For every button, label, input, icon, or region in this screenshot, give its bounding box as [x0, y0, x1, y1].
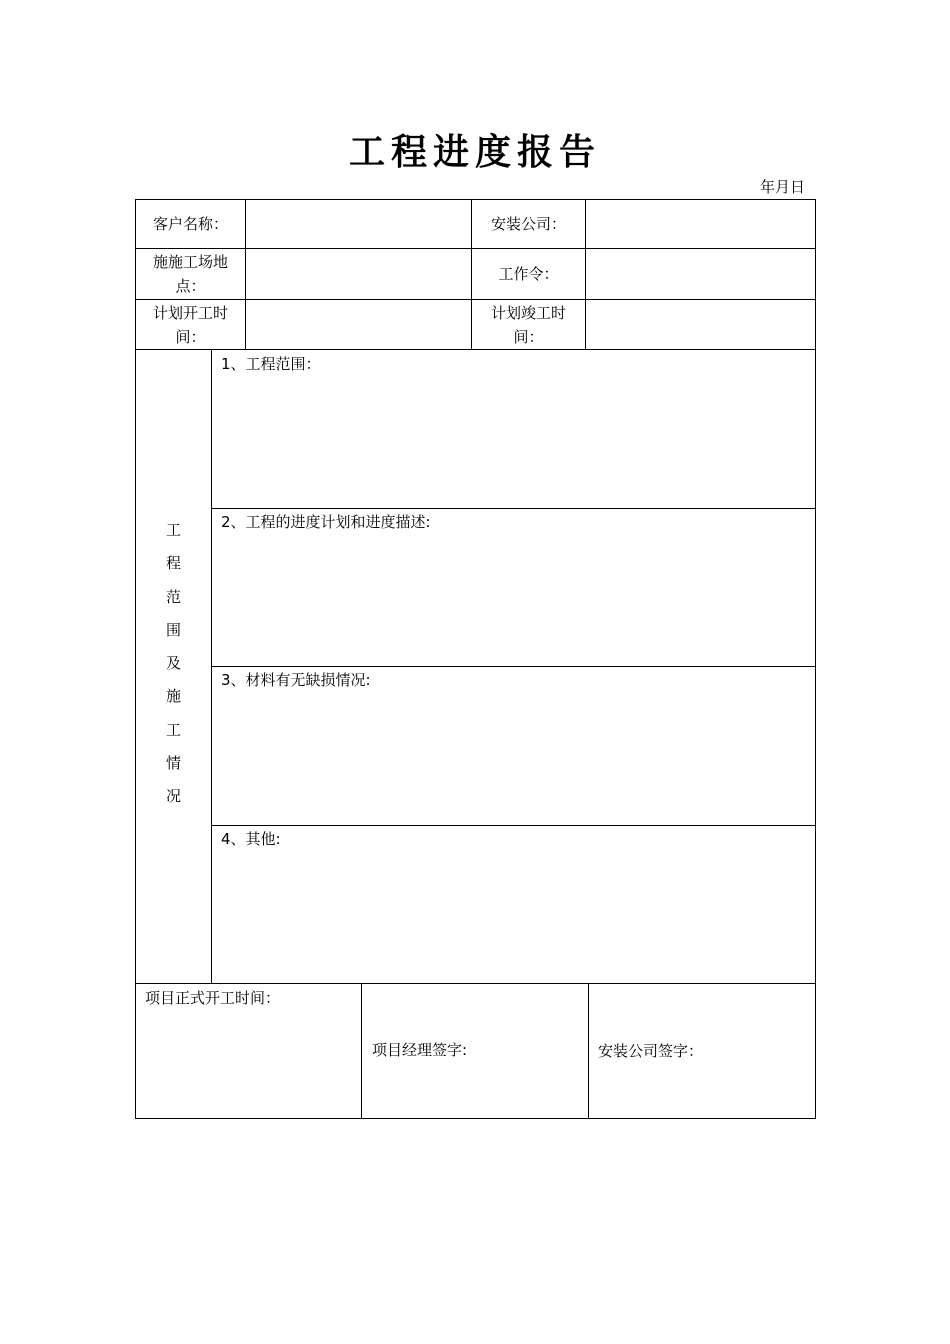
plan-finish-field[interactable] — [586, 300, 815, 349]
section-item-progress[interactable]: 2、工程的进度计划和进度描述: — [221, 513, 431, 531]
section-item-materials[interactable]: 3、材料有无缺损情况: — [221, 671, 371, 689]
work-order-field[interactable] — [586, 249, 815, 299]
work-order-label: 工作令： — [498, 265, 559, 283]
section-item-other[interactable]: 4、其他: — [221, 830, 281, 848]
install-company-label: 安装公司： — [490, 215, 566, 233]
customer-name-label: 客户名称： — [152, 215, 228, 233]
date-label: 年月日 — [759, 178, 805, 196]
company-sign-cell[interactable]: 安装公司签字： — [598, 1042, 704, 1060]
plan-start-label: 计划开工时 间： — [152, 303, 228, 346]
plan-finish-label: 计划竣工时 间： — [490, 303, 566, 346]
plan-start-field[interactable] — [246, 300, 471, 349]
pm-sign-cell[interactable]: 项目经理签字: — [372, 1041, 468, 1059]
section-side-label: 工 程 范 围 及 施 工 情 况 — [165, 521, 181, 806]
section-item-scope[interactable]: 1、工程范围： — [221, 355, 321, 373]
customer-name-field[interactable] — [246, 200, 471, 248]
table-border-right — [815, 199, 816, 1119]
document-title: 工程进度报告 — [348, 132, 601, 173]
site-field[interactable] — [246, 249, 471, 299]
install-company-field[interactable] — [586, 200, 815, 248]
site-label: 施施工场地 点： — [152, 253, 228, 295]
table-border-bottom — [135, 1118, 816, 1119]
official-start-cell[interactable]: 项目正式开工时间： — [145, 989, 281, 1007]
